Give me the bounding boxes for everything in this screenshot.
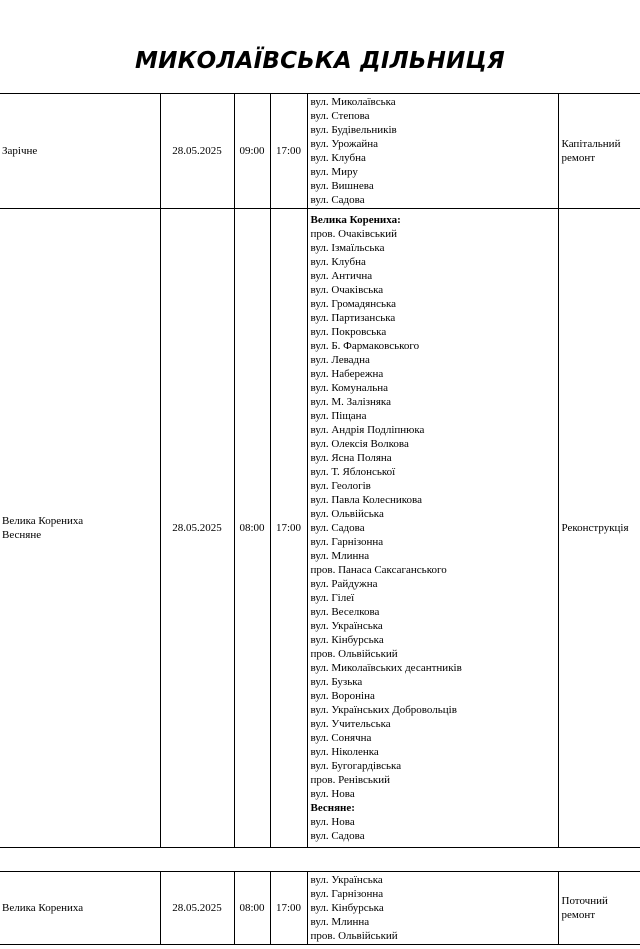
settlement-cell <box>0 209 160 848</box>
settlement-cell <box>0 94 160 209</box>
street-item: вул. Садова <box>310 522 365 534</box>
street-item: вул. Ізмаїльська <box>310 242 385 254</box>
street-item: вул. Антична <box>310 270 373 282</box>
street-item: вул. Райдужна <box>310 578 378 590</box>
end-time-cell <box>270 94 307 209</box>
cell-text: 17:00 <box>275 145 302 157</box>
street-item: вул. Млинна <box>310 916 370 928</box>
work-type-cell <box>558 209 640 848</box>
street-item: вул. Геологів <box>310 480 371 492</box>
table-row <box>0 872 640 945</box>
street-item: вул. Ніколенка <box>310 746 379 758</box>
street-item: вул. Вороніна <box>310 690 375 702</box>
street-item: вул. Набережна <box>310 368 384 380</box>
street-item: вул. Українська <box>310 620 383 632</box>
street-item: вул. Клубна <box>310 256 366 268</box>
cell-text: Зарічне <box>2 145 38 157</box>
cell-text: Весняне <box>2 529 42 541</box>
cell-text: ремонт <box>561 909 596 921</box>
street-item: вул. Громадянська <box>310 298 397 310</box>
cell-text: 28.05.2025 <box>172 522 222 534</box>
street-item: вул. Олексія Волкова <box>310 438 409 450</box>
street-item: вул. Андрія Подліпнюка <box>310 424 425 436</box>
work-type-cell <box>558 94 640 209</box>
cell-text: Велика Корениха <box>2 902 84 914</box>
street-item: пров. Панаса Саксаганського <box>310 564 447 576</box>
street-item: вул. Гілеї <box>310 592 355 604</box>
street-item: вул. Ольвійська <box>310 508 384 520</box>
outage-table-continued <box>0 871 640 945</box>
cell-text: Реконструкція <box>561 522 629 534</box>
street-item: пров. Ренівський <box>310 774 391 786</box>
outage-table <box>0 93 640 848</box>
street-item: вул. Кінбурська <box>310 634 384 646</box>
end-time-cell <box>270 209 307 848</box>
street-item: вул. Павла Колесникова <box>310 494 422 506</box>
street-item: вул. Садова <box>310 194 365 206</box>
street-item: вул. Урожайна <box>310 138 379 150</box>
street-item: вул. Млинна <box>310 550 370 562</box>
street-group-heading: Велика Корениха: <box>310 214 401 226</box>
street-item: вул. Вишнева <box>310 180 374 192</box>
street-item: вул. Б. Фармаковського <box>310 340 420 352</box>
table-row <box>0 209 640 848</box>
street-item: вул. Садова <box>310 830 365 842</box>
street-item: вул. Учительська <box>310 718 391 730</box>
street-item: вул. Т. Яблонської <box>310 466 396 478</box>
cell-text: 08:00 <box>239 902 265 914</box>
cell-text: ремонт <box>561 152 596 164</box>
end-time-cell <box>270 872 307 945</box>
street-item: вул. Бугогардівська <box>310 760 402 772</box>
cell-text: 28.05.2025 <box>172 902 222 914</box>
outage-rows-continued <box>0 872 640 945</box>
date-cell <box>160 209 234 848</box>
page-title: МИКОЛАЇВСЬКА ДІЛЬНИЦЯ <box>135 48 505 74</box>
street-item: вул. Українських Добровольців <box>310 704 457 716</box>
street-item: вул. Степова <box>310 110 370 122</box>
cell-text: Велика Корениха <box>2 515 84 527</box>
street-item: вул. Миколаївських десантників <box>310 662 462 674</box>
street-item: вул. Комунальна <box>310 382 389 394</box>
street-item: вул. Гарнізонна <box>310 536 384 548</box>
street-item: вул. Миру <box>310 166 358 178</box>
street-item: вул. Веселкова <box>310 606 380 618</box>
street-item: вул. Клубна <box>310 152 366 164</box>
street-item: вул. Гарнізонна <box>310 888 384 900</box>
cell-text: 28.05.2025 <box>172 145 222 157</box>
street-item: вул. Українська <box>310 874 383 886</box>
date-cell <box>160 94 234 209</box>
street-item: вул. Партизанська <box>310 312 396 324</box>
outage-rows <box>0 94 640 848</box>
date-cell <box>160 872 234 945</box>
street-item: вул. Очаківська <box>310 284 384 296</box>
street-item: вул. Покровська <box>310 326 387 338</box>
cell-text: 08:00 <box>239 522 265 534</box>
street-item: вул. Левадна <box>310 354 370 366</box>
streets-cell <box>307 209 558 848</box>
cell-text: 17:00 <box>275 522 302 534</box>
street-item: вул. Будівельників <box>310 124 397 136</box>
start-time-cell <box>234 872 270 945</box>
start-time-cell <box>234 94 270 209</box>
street-item: пров. Ольвійський <box>310 648 398 660</box>
work-type-cell <box>558 872 640 945</box>
streets-cell <box>307 94 558 209</box>
street-item: вул. Миколаївська <box>310 96 396 108</box>
table-row <box>0 94 640 209</box>
street-item: вул. Кінбурська <box>310 902 384 914</box>
cell-text: 09:00 <box>239 145 265 157</box>
street-group-heading: Весняне: <box>310 802 355 814</box>
street-item: вул. Нова <box>310 816 355 828</box>
street-item: вул. Сонячна <box>310 732 372 744</box>
street-item: вул. М. Залізняка <box>310 396 391 408</box>
street-item: вул. Нова <box>310 788 355 800</box>
settlement-cell <box>0 872 160 945</box>
street-item: вул. Піщана <box>310 410 367 422</box>
street-item: вул. Ясна Поляна <box>310 452 392 464</box>
streets-cell <box>307 872 558 945</box>
street-item: пров. Очаківський <box>310 228 397 240</box>
cell-text: Поточний <box>561 895 608 907</box>
cell-text: Капітальний <box>561 138 621 150</box>
street-item: вул. Бузька <box>310 676 363 688</box>
cell-text: 17:00 <box>275 902 302 914</box>
start-time-cell <box>234 209 270 848</box>
street-item: пров. Ольвійський <box>310 930 398 942</box>
